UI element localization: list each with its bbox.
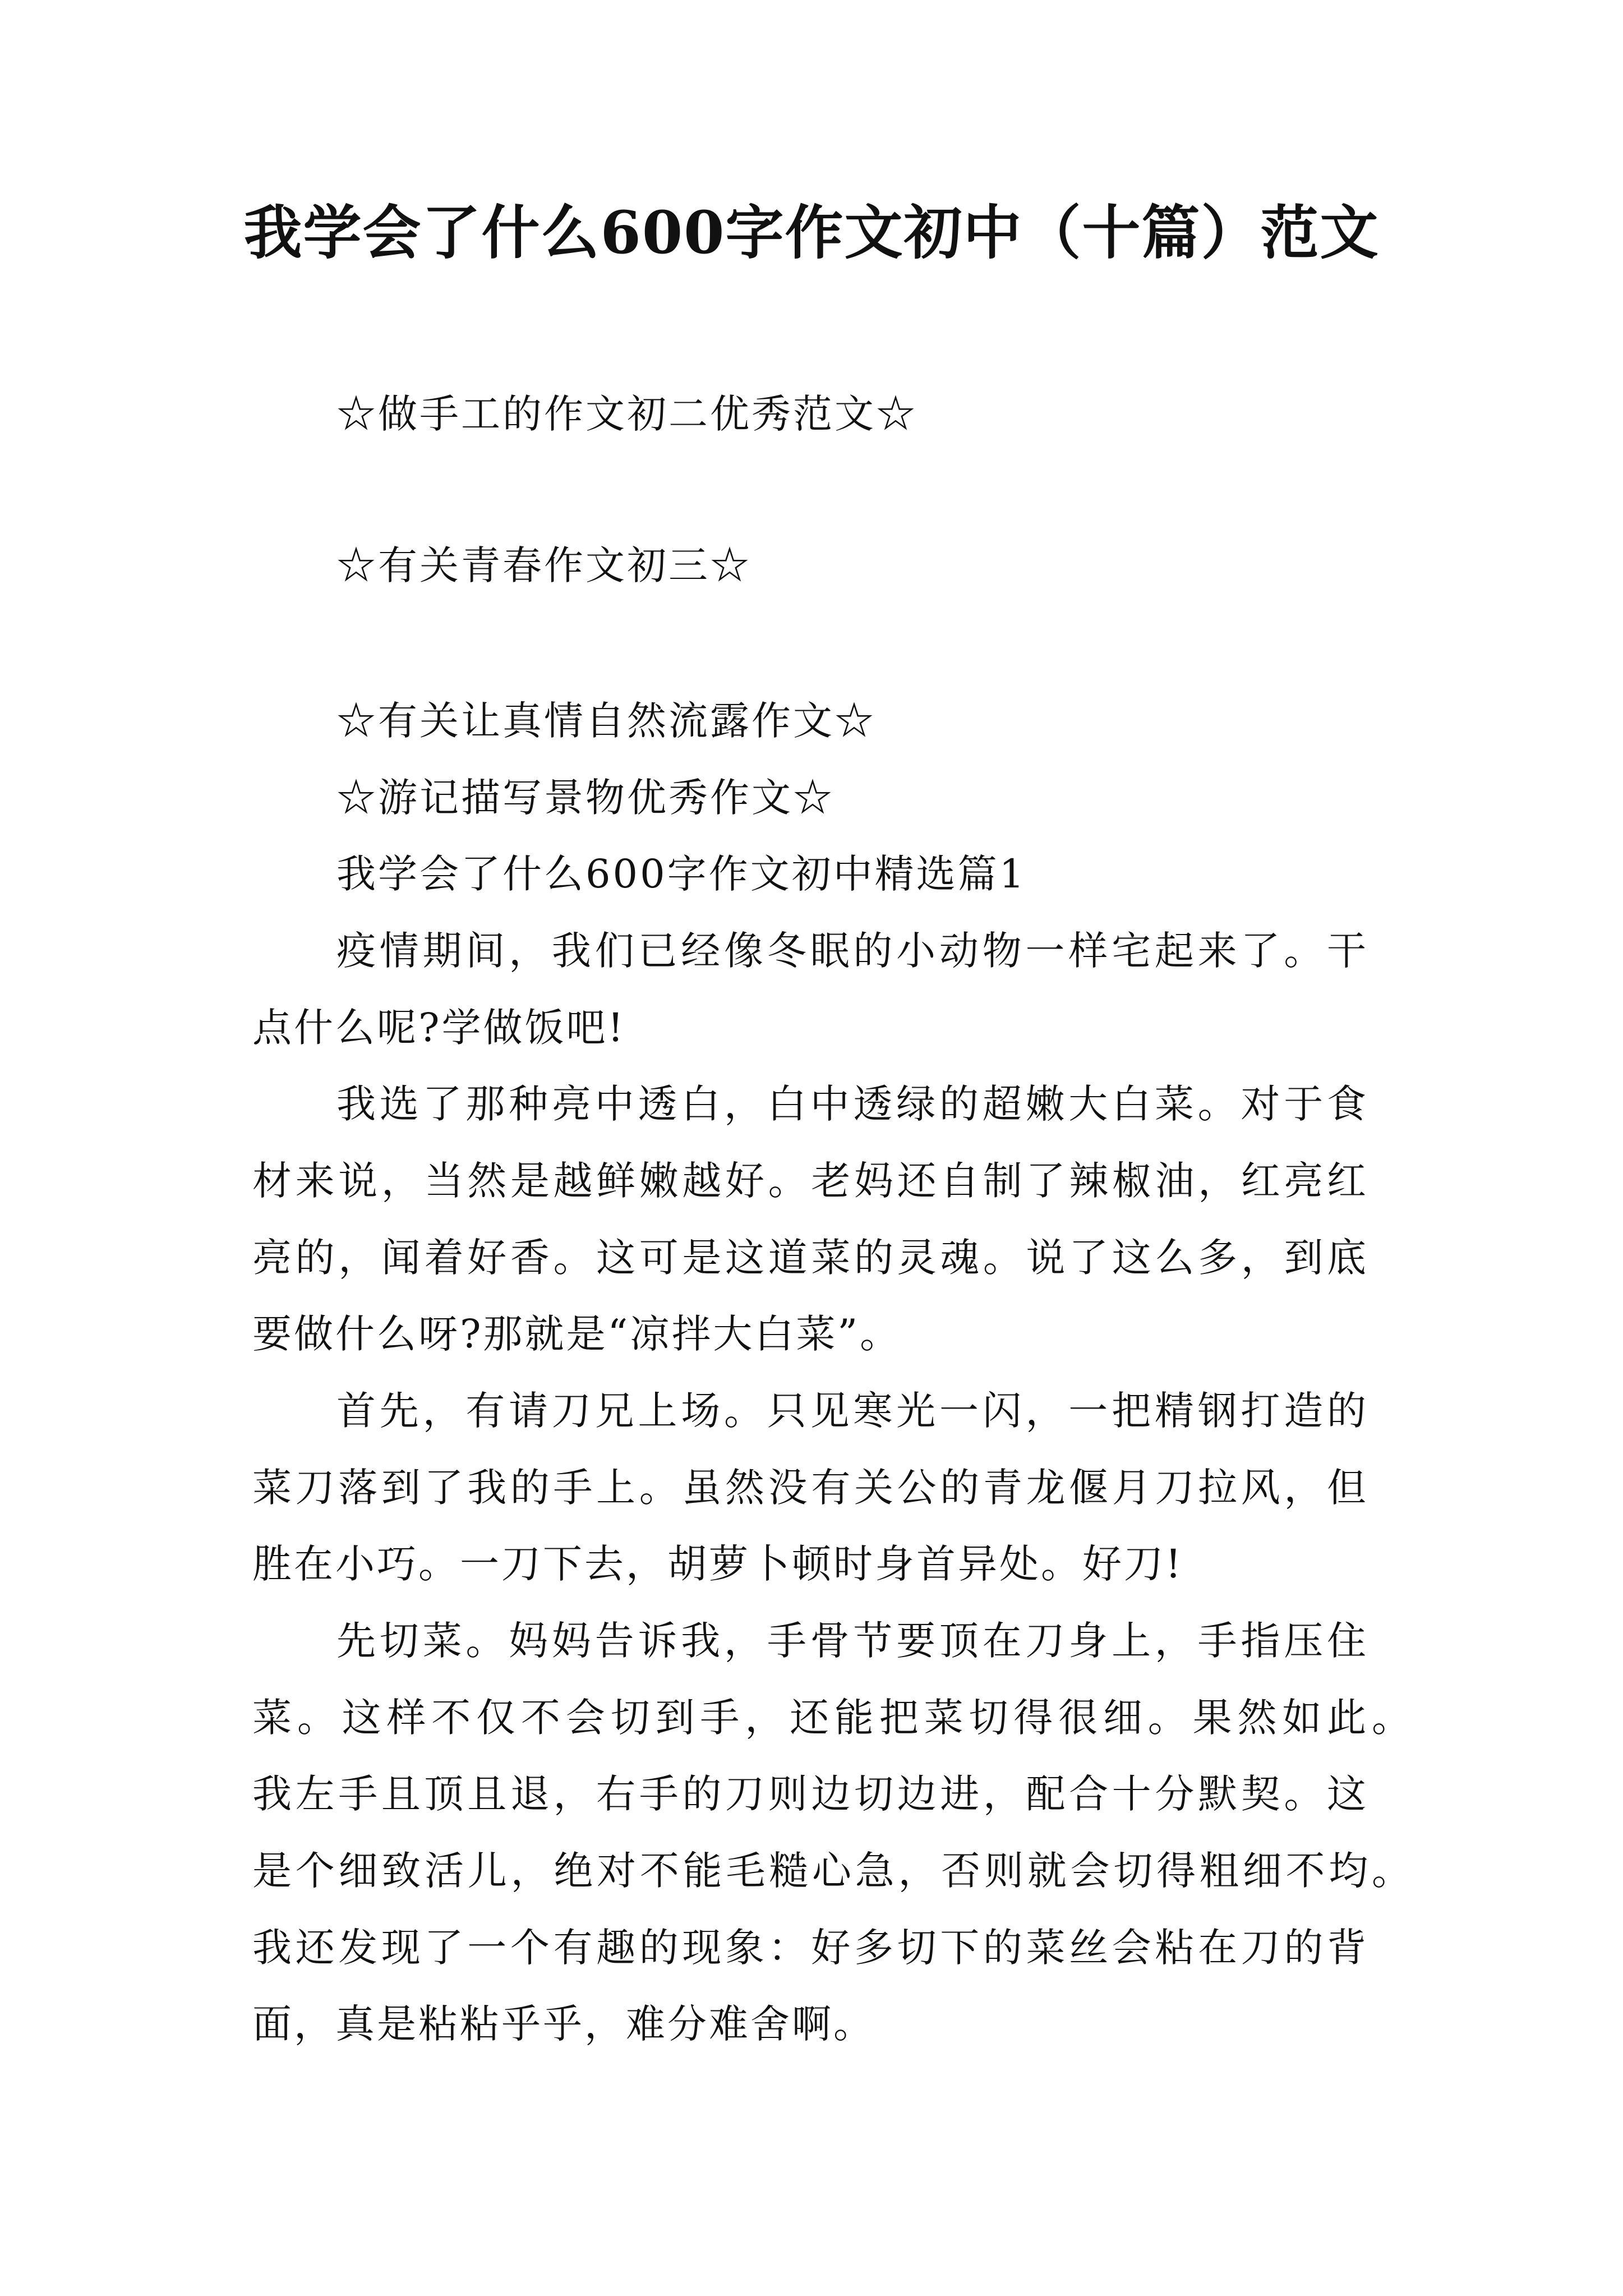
paragraph-line: 首先，有请刀兄上场。只见寒光一闪，一把精钢打造的	[336, 1388, 1368, 1434]
document-title: 我学会了什么600字作文初中（十篇）范文	[243, 198, 1380, 267]
paragraph-line: 胜在小巧。一刀下去，胡萝卜顿时身首异处。好刀!	[252, 1541, 1184, 1587]
paragraph-line: 我还发现了一个有趣的现象：好多切下的菜丝会粘在刀的背	[252, 1925, 1368, 1971]
paragraph-line: 我左手且顶且退，右手的刀则边切边进，配合十分默契。这	[252, 1771, 1368, 1817]
section-heading: 我学会了什么600字作文初中精选篇1	[336, 851, 1027, 897]
paragraph-line: 面，真是粘粘乎乎，难分难舍啊。	[252, 2001, 875, 2047]
paragraph-line: 疫情期间，我们已经像冬眠的小动物一样宅起来了。干	[336, 928, 1368, 974]
paragraph-line: 亮的，闻着好香。这可是这道菜的灵魂。说了这么多，到底	[252, 1235, 1368, 1281]
paragraph-line: 先切菜。妈妈告诉我，手骨节要顶在刀身上，手指压住	[336, 1618, 1368, 1664]
paragraph-line: 材来说，当然是越鲜嫩越好。老妈还自制了辣椒油，红亮红	[252, 1158, 1368, 1204]
related-link-travel-notes[interactable]: ☆游记描写景物优秀作文☆	[336, 775, 834, 821]
paragraph-line: 点什么呢?学做饭吧!	[252, 1005, 626, 1051]
paragraph-line: 是个细致活儿，绝对不能毛糙心急，否则就会切得粗细不均。	[252, 1848, 1413, 1894]
paragraph-line: 菜。这样不仅不会切到手，还能把菜切得很细。果然如此。	[252, 1695, 1413, 1741]
related-link-true-feelings[interactable]: ☆有关让真情自然流露作文☆	[336, 698, 876, 744]
paragraph-line: 菜刀落到了我的手上。虽然没有关公的青龙偃月刀拉风，但	[252, 1465, 1368, 1511]
paragraph-line: 要做什么呀?那就是“凉拌大白菜”。	[252, 1311, 902, 1357]
related-link-youth[interactable]: ☆有关青春作文初三☆	[336, 542, 751, 588]
related-link-handcraft[interactable]: ☆做手工的作文初二优秀范文☆	[336, 391, 917, 437]
paragraph-line: 我选了那种亮中透白，白中透绿的超嫩大白菜。对于食	[336, 1081, 1368, 1127]
